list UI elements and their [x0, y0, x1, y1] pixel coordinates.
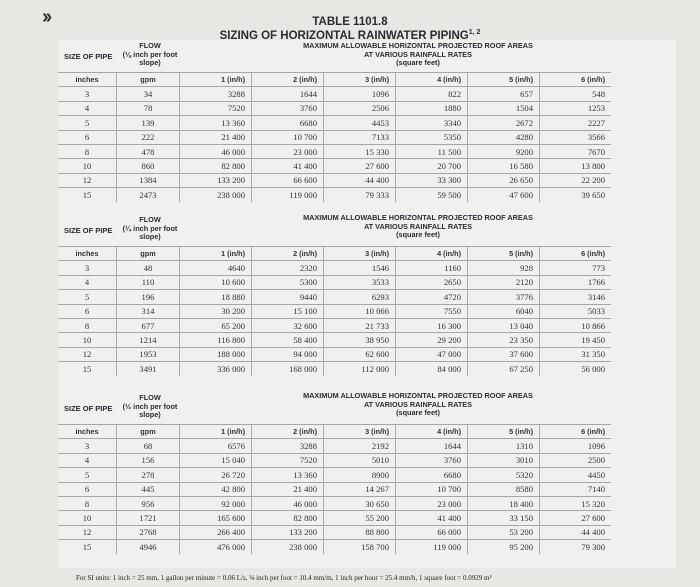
flow-gpm-cell: 956 [117, 496, 180, 510]
unit-row [58, 247, 611, 261]
roof-area-cell: 10 700 [252, 130, 324, 144]
roof-area-cell: 44 400 [324, 173, 396, 187]
roof-area-cell: 82 800 [180, 159, 252, 173]
roof-area-cell: 11 500 [396, 144, 468, 158]
roof-area-cell: 119 000 [252, 188, 324, 202]
roof-area-cell: 7520 [180, 101, 252, 115]
roof-area-cell: 55 200 [324, 511, 396, 525]
roof-area-cell: 15 100 [252, 304, 324, 318]
roof-area-cell: 3533 [324, 275, 396, 289]
rate-header: 2 (in/h) [252, 73, 324, 87]
roof-area-cell: 92 000 [180, 496, 252, 510]
flow-gpm-cell: 3491 [117, 362, 180, 376]
roof-area-cell: 3288 [180, 87, 252, 101]
roof-area-cell: 7140 [540, 482, 612, 496]
roof-area-cell: 47 000 [396, 347, 468, 361]
unit-row [58, 73, 611, 87]
unit-row [58, 425, 611, 439]
flow-label: FLOW [139, 41, 161, 50]
flow-gpm-cell: 1953 [117, 347, 180, 361]
roof-area-cell: 2500 [540, 453, 612, 467]
sizing-table [58, 72, 611, 202]
units-heading: (square feet) [396, 230, 440, 239]
table-number: TABLE 1101.8 [312, 16, 388, 28]
roof-area-cell: 20 700 [396, 159, 468, 173]
roof-area-cell: 9440 [252, 290, 324, 304]
pipe-size-cell: 3 [58, 439, 117, 453]
table-row [58, 304, 611, 318]
max-area-heading: MAXIMUM ALLOWABLE HORIZONTAL PROJECTED ROOF AREAS [303, 213, 533, 222]
roof-area-cell: 38 950 [324, 333, 396, 347]
roof-area-cell: 10 066 [324, 304, 396, 318]
table-row [58, 318, 611, 332]
roof-area-cell: 476 000 [180, 540, 252, 554]
roof-area-cell: 13 360 [180, 116, 252, 130]
max-area-heading: MAXIMUM ALLOWABLE HORIZONTAL PROJECTED ROOF AREAS [303, 391, 533, 400]
roof-area-cell: 3760 [396, 453, 468, 467]
pipe-size-cell: 15 [58, 188, 117, 202]
roof-area-cell: 1766 [540, 275, 612, 289]
roof-area-cell: 1253 [540, 101, 612, 115]
rate-header: 1 (in/h) [180, 425, 252, 439]
roof-area-cell: 33 150 [468, 511, 540, 525]
flow-gpm-cell: 478 [117, 144, 180, 158]
roof-area-cell: 21 400 [180, 130, 252, 144]
pipe-size-cell: 10 [58, 333, 117, 347]
roof-area-cell: 1160 [396, 261, 468, 275]
roof-area-cell: 1546 [324, 261, 396, 275]
roof-area-cell: 2227 [540, 116, 612, 130]
roof-area-cell: 31 350 [540, 347, 612, 361]
flow-gpm-cell: 4946 [117, 540, 180, 554]
flow-gpm-cell: 110 [117, 275, 180, 289]
roof-area-cell: 6040 [468, 304, 540, 318]
flow-gpm-cell: 1384 [117, 173, 180, 187]
roof-area-cell: 27 600 [324, 159, 396, 173]
roof-area-cell: 5300 [252, 275, 324, 289]
table-row [58, 333, 611, 347]
roof-area-cell: 6576 [180, 439, 252, 453]
roof-area-cell: 188 000 [180, 347, 252, 361]
flow-gpm-cell: 860 [117, 159, 180, 173]
roof-area-cell: 2120 [468, 275, 540, 289]
roof-area-cell: 95 200 [468, 540, 540, 554]
roof-area-cell: 15 040 [180, 453, 252, 467]
flow-gpm-cell: 139 [117, 116, 180, 130]
pipe-size-cell: 5 [58, 290, 117, 304]
roof-area-cell: 158 700 [324, 540, 396, 554]
roof-area-cell: 133 200 [180, 173, 252, 187]
roof-area-cell: 1096 [324, 87, 396, 101]
roof-area-cell: 7133 [324, 130, 396, 144]
roof-area-cell: 46 000 [252, 496, 324, 510]
roof-area-cell: 4450 [540, 468, 612, 482]
slope-label: (⅛ inch per foot slope) [122, 49, 178, 67]
roof-area-cell: 16 580 [468, 159, 540, 173]
pipe-size-cell: 10 [58, 159, 117, 173]
roof-area-cell: 10 866 [540, 318, 612, 332]
roof-area-cell: 4640 [180, 261, 252, 275]
roof-area-cell: 66 000 [396, 525, 468, 539]
unit-inches: inches [58, 425, 117, 439]
roof-area-cell: 30 650 [324, 496, 396, 510]
pipe-size-cell: 8 [58, 318, 117, 332]
table-row [58, 87, 611, 101]
roof-area-cell: 66 600 [252, 173, 324, 187]
table-row [58, 439, 611, 453]
roof-area-cell: 32 600 [252, 318, 324, 332]
flow-gpm-cell: 314 [117, 304, 180, 318]
roof-area-cell: 30 200 [180, 304, 252, 318]
table-row [58, 511, 611, 525]
roof-area-cell: 41 400 [252, 159, 324, 173]
table-row [58, 453, 611, 467]
roof-area-cell: 657 [468, 87, 540, 101]
slope-label: (¼ inch per foot slope) [122, 223, 178, 241]
roof-area-cell: 79 333 [324, 188, 396, 202]
sizing-table [58, 246, 611, 376]
roof-area-cell: 56 000 [540, 362, 612, 376]
roof-area-cell: 8900 [324, 468, 396, 482]
roof-area-cell: 3340 [396, 116, 468, 130]
units-heading: (square feet) [396, 58, 440, 67]
flow-gpm-cell: 1214 [117, 333, 180, 347]
rate-header: 1 (in/h) [180, 247, 252, 261]
slope-label: (½ inch per foot slope) [122, 401, 178, 419]
roof-area-cell: 88 800 [324, 525, 396, 539]
unit-gpm: gpm [117, 425, 180, 439]
rate-header: 6 (in/h) [540, 247, 612, 261]
pipe-size-cell: 4 [58, 275, 117, 289]
table-row [58, 144, 611, 158]
table-row [58, 116, 611, 130]
roof-area-cell: 26 720 [180, 468, 252, 482]
roof-area-cell: 3776 [468, 290, 540, 304]
roof-area-cell: 6293 [324, 290, 396, 304]
roof-area-cell: 37 600 [468, 347, 540, 361]
flow-gpm-cell: 222 [117, 130, 180, 144]
roof-area-cell: 29 200 [396, 333, 468, 347]
rainfall-heading: AT VARIOUS RAINFALL RATES [363, 399, 473, 409]
roof-area-cell: 1644 [252, 87, 324, 101]
pipe-size-cell: 15 [58, 540, 117, 554]
roof-area-cell: 112 000 [324, 362, 396, 376]
roof-area-cell: 19 450 [540, 333, 612, 347]
roof-area-cell: 548 [540, 87, 612, 101]
roof-area-cell: 238 000 [252, 540, 324, 554]
rate-header: 3 (in/h) [324, 247, 396, 261]
pipe-size-cell: 10 [58, 511, 117, 525]
roof-area-cell: 266 400 [180, 525, 252, 539]
roof-area-cell: 67 250 [468, 362, 540, 376]
roof-area-cell: 10 700 [396, 482, 468, 496]
table-row [58, 173, 611, 187]
rate-header: 1 (in/h) [180, 73, 252, 87]
roof-area-cell: 165 600 [180, 511, 252, 525]
table-row [58, 261, 611, 275]
flow-label: FLOW [139, 393, 161, 402]
roof-area-cell: 2672 [468, 116, 540, 130]
roof-area-cell: 16 300 [396, 318, 468, 332]
sizing-table [58, 424, 611, 554]
roof-area-cell: 238 000 [180, 188, 252, 202]
flow-gpm-cell: 2768 [117, 525, 180, 539]
roof-area-cell: 23 350 [468, 333, 540, 347]
roof-area-cell: 168 000 [252, 362, 324, 376]
pipe-size-cell: 8 [58, 144, 117, 158]
table-row [58, 101, 611, 115]
unit-gpm: gpm [117, 73, 180, 87]
roof-area-cell: 2650 [396, 275, 468, 289]
roof-area-cell: 133 200 [252, 525, 324, 539]
flow-label: FLOW [139, 215, 161, 224]
roof-area-cell: 336 000 [180, 362, 252, 376]
expand-chevron-icon[interactable]: ›› [42, 6, 50, 28]
rate-header: 3 (in/h) [324, 425, 396, 439]
roof-area-cell: 7520 [252, 453, 324, 467]
roof-area-cell: 6680 [252, 116, 324, 130]
flow-gpm-cell: 278 [117, 468, 180, 482]
rate-header: 4 (in/h) [396, 425, 468, 439]
roof-area-cell: 94 000 [252, 347, 324, 361]
unit-gpm: gpm [117, 247, 180, 261]
table-row [58, 482, 611, 496]
roof-area-cell: 6680 [396, 468, 468, 482]
roof-area-cell: 58 400 [252, 333, 324, 347]
units-heading: (square feet) [396, 408, 440, 417]
roof-area-cell: 1310 [468, 439, 540, 453]
flow-gpm-cell: 34 [117, 87, 180, 101]
table-row [58, 540, 611, 554]
flow-gpm-cell: 78 [117, 101, 180, 115]
table-row [58, 362, 611, 376]
roof-area-cell: 18 400 [468, 496, 540, 510]
roof-area-cell: 5033 [540, 304, 612, 318]
pipe-size-cell: 5 [58, 468, 117, 482]
roof-area-cell: 116 800 [180, 333, 252, 347]
roof-area-cell: 10 600 [180, 275, 252, 289]
flow-gpm-cell: 48 [117, 261, 180, 275]
max-area-heading: MAXIMUM ALLOWABLE HORIZONTAL PROJECTED ROOF AREAS [303, 41, 533, 50]
roof-area-cell: 1880 [396, 101, 468, 115]
roof-area-cell: 9200 [468, 144, 540, 158]
title-footnote-marks: 1, 2 [468, 29, 481, 36]
roof-area-cell: 39 650 [540, 188, 612, 202]
roof-area-cell: 62 600 [324, 347, 396, 361]
roof-area-cell: 119 000 [396, 540, 468, 554]
table-title-text: SIZING OF HORIZONTAL RAINWATER PIPING [219, 29, 469, 42]
rate-header: 5 (in/h) [468, 73, 540, 87]
table-row [58, 468, 611, 482]
table-row [58, 290, 611, 304]
roof-area-cell: 5320 [468, 468, 540, 482]
roof-area-cell: 84 000 [396, 362, 468, 376]
roof-area-cell: 59 500 [396, 188, 468, 202]
roof-area-cell: 13 800 [540, 159, 612, 173]
flow-gpm-cell: 156 [117, 453, 180, 467]
pipe-size-cell: 12 [58, 525, 117, 539]
roof-area-cell: 22 200 [540, 173, 612, 187]
roof-area-cell: 65 200 [180, 318, 252, 332]
roof-area-cell: 7550 [396, 304, 468, 318]
roof-area-cell: 8580 [468, 482, 540, 496]
pipe-size-cell: 15 [58, 362, 117, 376]
pipe-size-cell: 4 [58, 453, 117, 467]
flow-gpm-cell: 2473 [117, 188, 180, 202]
roof-area-cell: 3010 [468, 453, 540, 467]
rate-header: 6 (in/h) [540, 425, 612, 439]
pipe-size-cell: 6 [58, 304, 117, 318]
unit-inches: inches [58, 247, 117, 261]
roof-area-cell: 3288 [252, 439, 324, 453]
rate-header: 4 (in/h) [396, 73, 468, 87]
table-title [0, 29, 700, 42]
pipe-size-cell: 4 [58, 101, 117, 115]
roof-area-cell: 4720 [396, 290, 468, 304]
size-of-pipe-label: SIZE OF PIPE [64, 404, 113, 413]
size-of-pipe-label: SIZE OF PIPE [64, 226, 113, 235]
roof-area-cell: 23 000 [252, 144, 324, 158]
roof-area-cell: 2320 [252, 261, 324, 275]
roof-area-cell: 822 [396, 87, 468, 101]
roof-area-cell: 18 880 [180, 290, 252, 304]
rate-header: 2 (in/h) [252, 425, 324, 439]
roof-area-cell: 1096 [540, 439, 612, 453]
pipe-size-cell: 12 [58, 347, 117, 361]
roof-area-cell: 14 267 [324, 482, 396, 496]
roof-area-cell: 13 360 [252, 468, 324, 482]
table-row [58, 188, 611, 202]
roof-area-cell: 41 400 [396, 511, 468, 525]
flow-gpm-cell: 677 [117, 318, 180, 332]
roof-area-cell: 2506 [324, 101, 396, 115]
roof-area-cell: 5010 [324, 453, 396, 467]
roof-area-cell: 7670 [540, 144, 612, 158]
roof-area-cell: 5350 [396, 130, 468, 144]
pipe-size-cell: 6 [58, 482, 117, 496]
rainfall-heading: AT VARIOUS RAINFALL RATES [363, 221, 473, 231]
table-row [58, 275, 611, 289]
rate-header: 5 (in/h) [468, 247, 540, 261]
table-row [58, 159, 611, 173]
pipe-size-cell: 8 [58, 496, 117, 510]
roof-area-cell: 46 000 [180, 144, 252, 158]
roof-area-cell: 23 000 [396, 496, 468, 510]
flow-gpm-cell: 68 [117, 439, 180, 453]
unit-inches: inches [58, 73, 117, 87]
roof-area-cell: 26 650 [468, 173, 540, 187]
roof-area-cell: 1504 [468, 101, 540, 115]
pipe-size-cell: 5 [58, 116, 117, 130]
table-row [58, 130, 611, 144]
flow-gpm-cell: 1721 [117, 511, 180, 525]
pipe-size-cell: 6 [58, 130, 117, 144]
roof-area-cell: 47 600 [468, 188, 540, 202]
pipe-size-cell: 3 [58, 87, 117, 101]
table-row [58, 347, 611, 361]
roof-area-cell: 4453 [324, 116, 396, 130]
rate-header: 2 (in/h) [252, 247, 324, 261]
pipe-size-cell: 3 [58, 261, 117, 275]
rate-header: 6 (in/h) [540, 73, 612, 87]
roof-area-cell: 27 600 [540, 511, 612, 525]
rate-header: 4 (in/h) [396, 247, 468, 261]
roof-area-cell: 21 733 [324, 318, 396, 332]
roof-area-cell: 82 800 [252, 511, 324, 525]
rate-header: 3 (in/h) [324, 73, 396, 87]
roof-area-cell: 2192 [324, 439, 396, 453]
flow-gpm-cell: 196 [117, 290, 180, 304]
roof-area-cell: 3566 [540, 130, 612, 144]
roof-area-cell: 928 [468, 261, 540, 275]
roof-area-cell: 44 400 [540, 525, 612, 539]
table-row [58, 496, 611, 510]
size-of-pipe-label: SIZE OF PIPE [64, 52, 113, 61]
flow-gpm-cell: 445 [117, 482, 180, 496]
roof-area-cell: 13 040 [468, 318, 540, 332]
roof-area-cell: 773 [540, 261, 612, 275]
roof-area-cell: 15 320 [540, 496, 612, 510]
roof-area-cell: 42 800 [180, 482, 252, 496]
rainfall-heading: AT VARIOUS RAINFALL RATES [363, 49, 473, 59]
si-units-footnote: For SI units: 1 inch = 25 mm, 1 gallon per minute = 0.06 L/s, ⅛ inch per foot = 10.4 mm/m, 1 inch per hour = 25.4 mm/h, 1 square foot = 0.0929 m² [76, 574, 492, 582]
roof-area-cell: 53 200 [468, 525, 540, 539]
rate-header: 5 (in/h) [468, 425, 540, 439]
roof-area-cell: 79 300 [540, 540, 612, 554]
roof-area-cell: 1644 [396, 439, 468, 453]
roof-area-cell: 33 300 [396, 173, 468, 187]
pipe-size-cell: 12 [58, 173, 117, 187]
roof-area-cell: 15 330 [324, 144, 396, 158]
table-row [58, 525, 611, 539]
roof-area-cell: 3760 [252, 101, 324, 115]
roof-area-cell: 4280 [468, 130, 540, 144]
roof-area-cell: 3146 [540, 290, 612, 304]
roof-area-cell: 21 400 [252, 482, 324, 496]
